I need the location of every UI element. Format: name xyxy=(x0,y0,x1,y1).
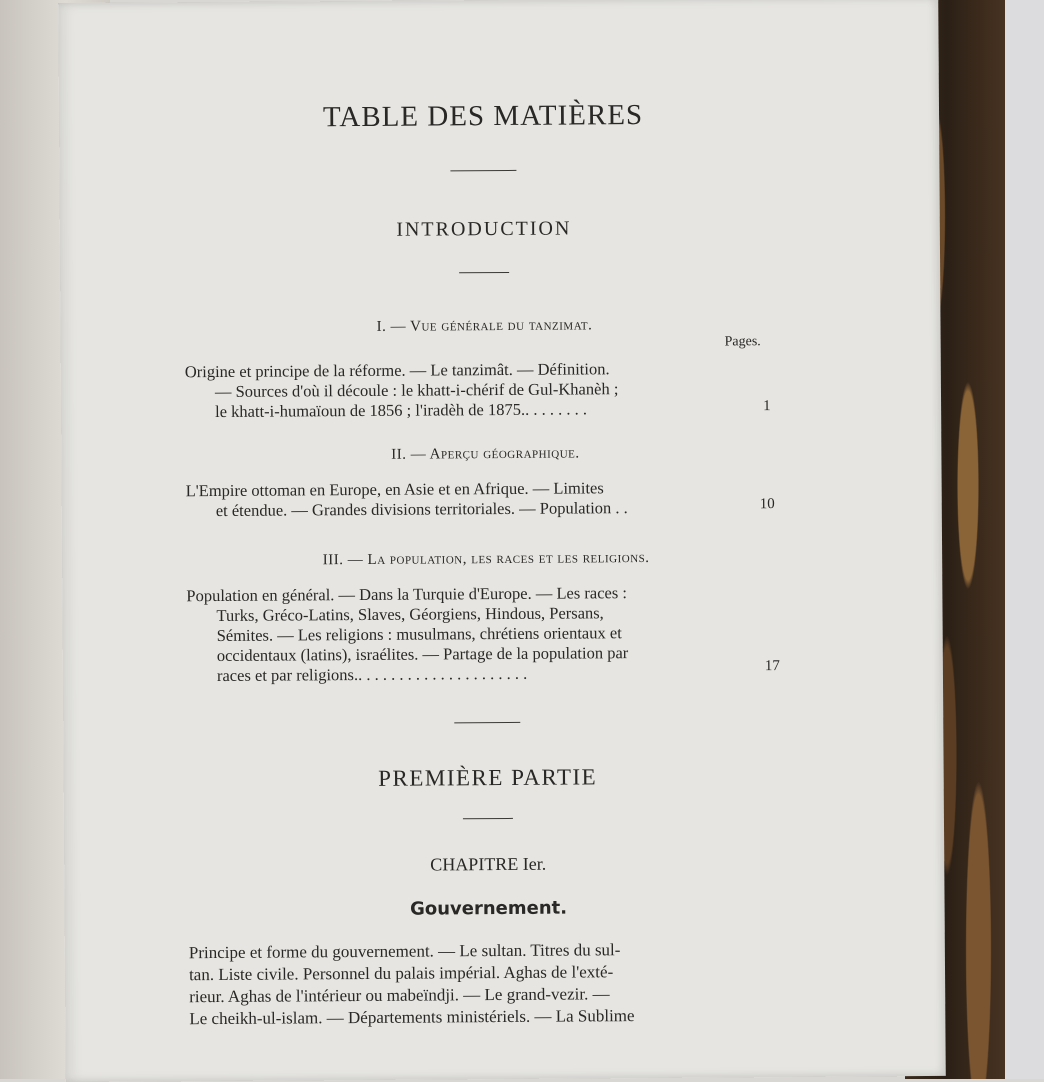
introduction-heading: INTRODUCTION xyxy=(396,217,572,241)
book-page xyxy=(58,0,946,1082)
toc-entry-2 xyxy=(186,477,746,521)
entry-line: — Sources d'où il découle : le khatt-i-chérif de Gul-Khanèh ; xyxy=(214,379,619,402)
chapter-heading: CHAPITRE Ier. xyxy=(430,853,547,875)
entry-line: tan. Liste civile. Personnel du palais impérial. Aghas de l'exté- xyxy=(188,962,614,985)
part-rule-top xyxy=(187,720,787,725)
pages-label: Pages. xyxy=(724,334,761,350)
entry-line: rieur. Aghas de l'intérieur ou mabeïndji. — Le grand-vezir. — xyxy=(189,984,610,1007)
table-of-contents xyxy=(182,0,782,1029)
entry-line: Sémites. — Les religions : musulmans, chrétiens orientaux et xyxy=(216,623,622,645)
part-title: PREMIÈRE PARTIE xyxy=(378,764,598,791)
entry-line: L'Empire ottoman en Europe, en Asie et en Afrique. — Limites xyxy=(185,478,604,501)
section-heading-1: I. — Vue générale du tanzimat. xyxy=(376,317,593,335)
toc-entry-1 xyxy=(185,358,745,422)
background xyxy=(1005,0,1044,1079)
entry-line: Turks, Gréco-Latins, Slaves, Géorgiens, Hindous, Persans, xyxy=(216,603,604,625)
chapter-entry xyxy=(189,938,770,1030)
section-heading-3: III. — La population, les races et les religions. xyxy=(322,549,650,569)
chapter-title: Gouvernement. xyxy=(409,897,568,920)
part-rule-bottom xyxy=(188,816,788,821)
section-heading-2: II. — Aperçu géographique. xyxy=(391,445,580,463)
entry-line: le khatt-i-humaïoun de 1856 ; l'iradèh de 1875.. . . . . . . . xyxy=(215,399,588,421)
intro-rule xyxy=(184,270,784,275)
entry-line: races et par religions.. . . . . . . . . . . . . . . . . . . . . xyxy=(216,663,528,685)
entry-line: Le cheikh-ul-islam. — Départements ministériels. — La Sublime xyxy=(189,1006,635,1029)
page-number-1: 1 xyxy=(763,398,771,415)
toc-entry-3 xyxy=(186,582,747,686)
page-number-3: 17 xyxy=(764,658,780,675)
entry-line: Origine et principe de la réforme. — Le tanzimât. — Définition. xyxy=(184,359,610,382)
entry-line: et étendue. — Grandes divisions territoriales. — Population . . xyxy=(215,498,628,520)
entry-line: occidentaux (latins), israélites. — Partage de la population par xyxy=(216,643,629,665)
title-rule xyxy=(183,168,783,173)
entry-line: Principe et forme du gouvernement. — Le sultan. Titres du sul- xyxy=(188,940,621,963)
page-number-2: 10 xyxy=(759,496,775,513)
page-title: TABLE DES MATIÈRES xyxy=(322,99,644,134)
entry-line: Population en général. — Dans la Turquie d'Europe. — Les races : xyxy=(186,583,628,606)
